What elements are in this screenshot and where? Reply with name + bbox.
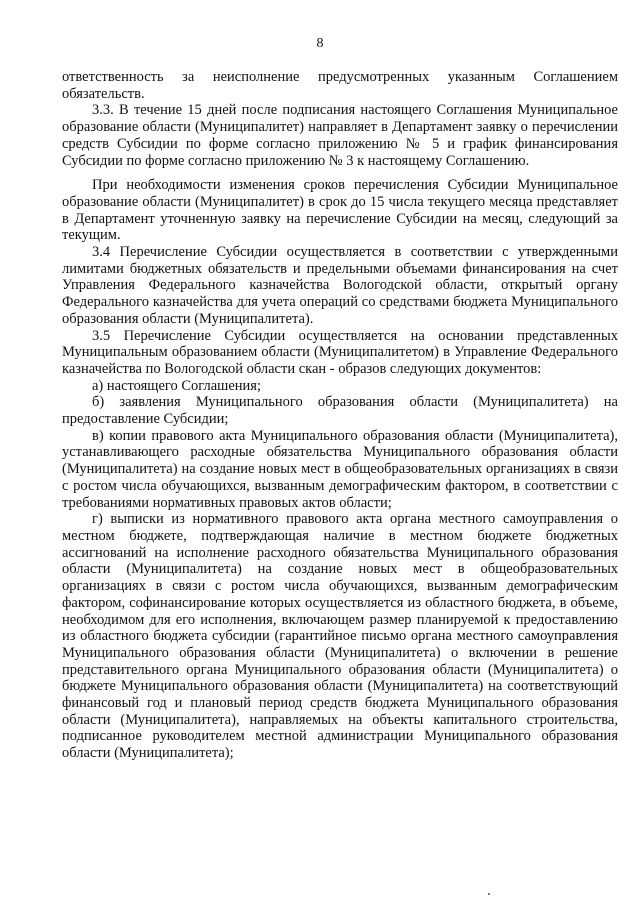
paragraph-3-4: 3.4 Перечисление Субсидии осуществляется в соответствии с утвержденными лимитами бюджетных обязательств и предельными объемами финансирования на счет Управления Федерального казначейства Вологодской области, открытый органу Федерального казначейства для учета операций со средствами бюджета Муниципального образования области (Муниципалитета).	[62, 244, 618, 327]
paragraph-3-5: 3.5 Перечисление Субсидии осуществляется на основании представленных Муниципальным образованием области (Муниципалитетом) в Управление Федерального казначейства по Вологодской области скан - образов следующих документов:	[62, 327, 618, 377]
scan-speck	[488, 893, 490, 895]
document-body	[62, 69, 618, 762]
list-item-g: г) выписки из нормативного правового акта органа местного самоуправления о местном бюджете, подтверждающая наличие в местном бюджете бюджетных ассигнований на исполнение расходного обязательства Муниципального образования области (Муниципалитета) на создание новых мест в общеобразовательных организациях в связи с ростом числа обучающихся, вызванным демографическим фактором, софинансирование которых осуществляется из областного бюджета, в объеме, необходимом для его исполнения, включающем размер планируемой к предоставлению из областного бюджета субсидии (гарантийное письмо органа местного самоуправления Муниципального образования области (Муниципалитета) о включении в решение представительного органа Муниципального образования области (Муниципалитета) о бюджете Муниципального образования области (Муниципалитета) на соответствующий финансовый год и плановый период средств бюджета Муниципального образования области (Муниципалитета), направляемых на объекты капитального строительства, подписанное руководителем местной администрации Муниципального образования области (Муниципалитета);	[62, 511, 618, 762]
list-item-a: а) настоящего Соглашения;	[92, 377, 261, 394]
list-item-b: б) заявления Муниципального образования области (Муниципалитета) на предоставление Субсидии;	[62, 394, 618, 428]
list-item-v: в) копии правового акта Муниципального образования области (Муниципалитета), устанавливающего расходные обязательства Муниципального образования области (Муниципалитета) на создание новых мест в общеобразовательных организациях в связи с ростом числа обучающихся, вызванным демографическим фактором, в соответствии с требованиями нормативных правовых актов области;	[62, 427, 618, 511]
paragraph-continuation: ответственность за неисполнение предусмотренных указанным Соглашением обязательств.	[62, 69, 618, 102]
paragraph-3-3: 3.3. В течение 15 дней после подписания настоящего Соглашения Муниципальное образование области (Муниципалитет) направляет в Департамент заявку о перечислении средств Субсидии по форме согласно приложению № 5 и график финансирования Субсидии по форме согласно приложению № 3 к настоящему Соглашению.	[62, 102, 618, 169]
paragraph-deadline-change: При необходимости изменения сроков перечисления Субсидии Муниципальное образование области (Муниципалитет) в срок до 15 числа текущего месяца представляет в Департамент уточненную заявку на перечисление Субсидии на месяц, следующий за текущим.	[62, 177, 618, 244]
page-number: 8	[316, 36, 324, 51]
